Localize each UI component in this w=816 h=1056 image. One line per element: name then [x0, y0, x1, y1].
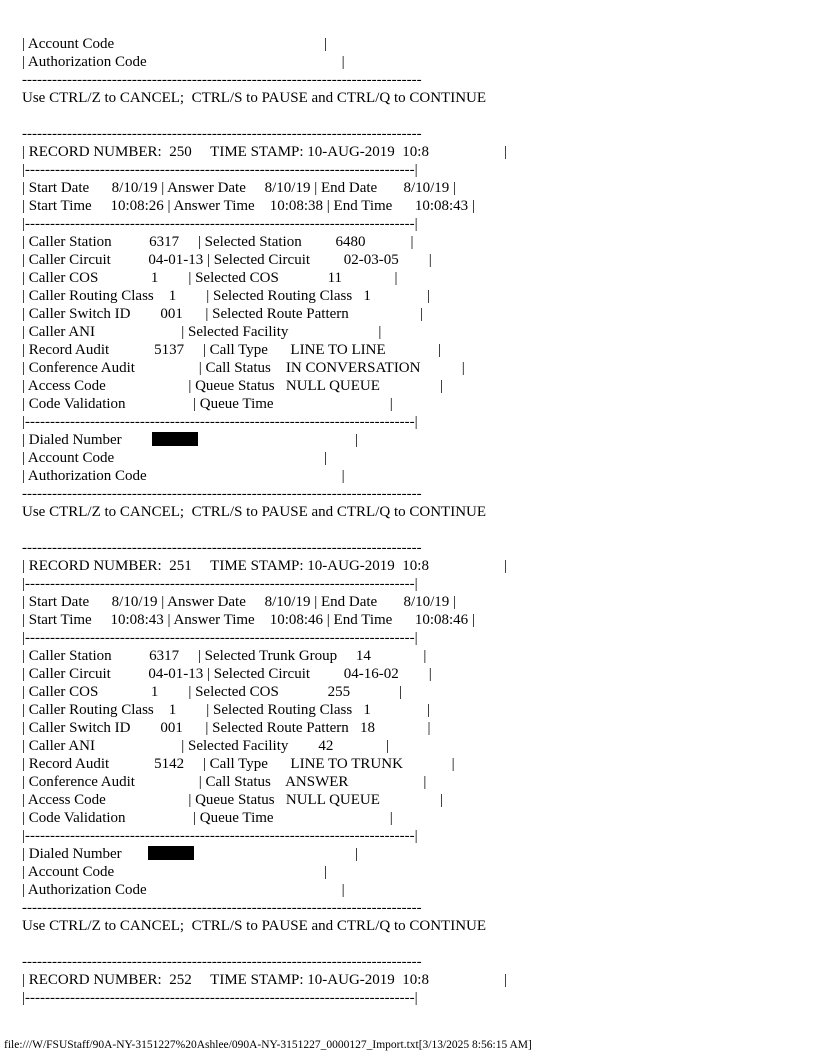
- text-line: | Dialed Number |: [22, 432, 359, 448]
- text-line: | Caller Circuit 04-01-13 | Selected Circuit 02-03-05 |: [22, 252, 432, 268]
- text-line: |------------------------------------------------------------------------------|: [22, 414, 418, 430]
- text-line: | Authorization Code |: [22, 468, 345, 484]
- text-line: Use CTRL/Z to CANCEL; CTRL/S to PAUSE and CTRL/Q to CONTINUE: [22, 90, 487, 106]
- text-line: | Authorization Code |: [22, 882, 345, 898]
- text-line: |------------------------------------------------------------------------------|: [22, 828, 418, 844]
- text-line: | Access Code | Queue Status NULL QUEUE |: [22, 792, 443, 808]
- text-line: | Caller Switch ID 001 | Selected Route Pattern 18 |: [22, 720, 431, 736]
- text-line: | Start Date 8/10/19 | Answer Date 8/10/19 | End Date 8/10/19 |: [22, 180, 457, 196]
- redaction-box: [148, 846, 194, 860]
- text-line: --------------------------------------------------------------------------------: [22, 954, 422, 970]
- text-line: |------------------------------------------------------------------------------|: [22, 576, 418, 592]
- text-line: | Caller COS 1 | Selected COS 255 |: [22, 684, 402, 700]
- text-line: | Caller Circuit 04-01-13 | Selected Circuit 04-16-02 |: [22, 666, 432, 682]
- text-line: |------------------------------------------------------------------------------|: [22, 990, 418, 1006]
- text-line: | Caller ANI | Selected Facility 42 |: [22, 738, 389, 754]
- text-line: | Caller Station 6317 | Selected Trunk Group 14 |: [22, 648, 427, 664]
- text-line: | RECORD NUMBER: 250 TIME STAMP: 10-AUG-2019 10:8 |: [22, 144, 507, 160]
- text-line: | Caller ANI | Selected Facility |: [22, 324, 382, 340]
- text-line: | Caller Routing Class 1 | Selected Routing Class 1 |: [22, 288, 431, 304]
- text-line: |------------------------------------------------------------------------------|: [22, 162, 418, 178]
- text-line: |------------------------------------------------------------------------------|: [22, 216, 418, 232]
- text-line: | Code Validation | Queue Time |: [22, 810, 393, 826]
- text-line: | Conference Audit | Call Status ANSWER |: [22, 774, 427, 790]
- text-line: --------------------------------------------------------------------------------: [22, 540, 422, 556]
- text-line: Use CTRL/Z to CANCEL; CTRL/S to PAUSE and CTRL/Q to CONTINUE: [22, 918, 487, 934]
- text-line: | Record Audit 5137 | Call Type LINE TO LINE |: [22, 342, 442, 358]
- text-line: | Record Audit 5142 | Call Type LINE TO TRUNK |: [22, 756, 455, 772]
- text-line: --------------------------------------------------------------------------------: [22, 486, 422, 502]
- text-line: | RECORD NUMBER: 251 TIME STAMP: 10-AUG-2019 10:8 |: [22, 558, 507, 574]
- text-line: | Caller Switch ID 001 | Selected Route Pattern |: [22, 306, 424, 322]
- text-line: --------------------------------------------------------------------------------: [22, 72, 422, 88]
- text-line: | Authorization Code |: [22, 54, 345, 70]
- text-line: | Start Time 10:08:43 | Answer Time 10:08:46 | End Time 10:08:46 |: [22, 612, 475, 628]
- text-line: | Start Date 8/10/19 | Answer Date 8/10/19 | End Date 8/10/19 |: [22, 594, 457, 610]
- text-line: | Account Code |: [22, 36, 328, 52]
- text-line: | Caller Station 6317 | Selected Station 6480 |: [22, 234, 414, 250]
- file-path-footer: file:///W/FSUStaff/90A-NY-3151227%20Ashlee/090A-NY-3151227_0000127_Import.txt[3/13/2025 8:56:15 AM]: [4, 1039, 532, 1051]
- text-line: --------------------------------------------------------------------------------: [22, 900, 422, 916]
- text-line: | RECORD NUMBER: 252 TIME STAMP: 10-AUG-2019 10:8 |: [22, 972, 507, 988]
- text-line: | Caller Routing Class 1 | Selected Routing Class 1 |: [22, 702, 431, 718]
- text-line: | Caller COS 1 | Selected COS 11 |: [22, 270, 398, 286]
- text-line: | Conference Audit | Call Status IN CONVERSATION |: [22, 360, 465, 376]
- text-line: --------------------------------------------------------------------------------: [22, 126, 422, 142]
- text-line: | Dialed Number |: [22, 846, 359, 862]
- text-line: |------------------------------------------------------------------------------|: [22, 630, 418, 646]
- text-line: | Code Validation | Queue Time |: [22, 396, 393, 412]
- text-line: | Account Code |: [22, 450, 328, 466]
- text-line: | Access Code | Queue Status NULL QUEUE |: [22, 378, 443, 394]
- text-line: Use CTRL/Z to CANCEL; CTRL/S to PAUSE and CTRL/Q to CONTINUE: [22, 504, 487, 520]
- text-line: | Account Code |: [22, 864, 328, 880]
- text-line: | Start Time 10:08:26 | Answer Time 10:08:38 | End Time 10:08:43 |: [22, 198, 475, 214]
- redaction-box: [152, 432, 198, 446]
